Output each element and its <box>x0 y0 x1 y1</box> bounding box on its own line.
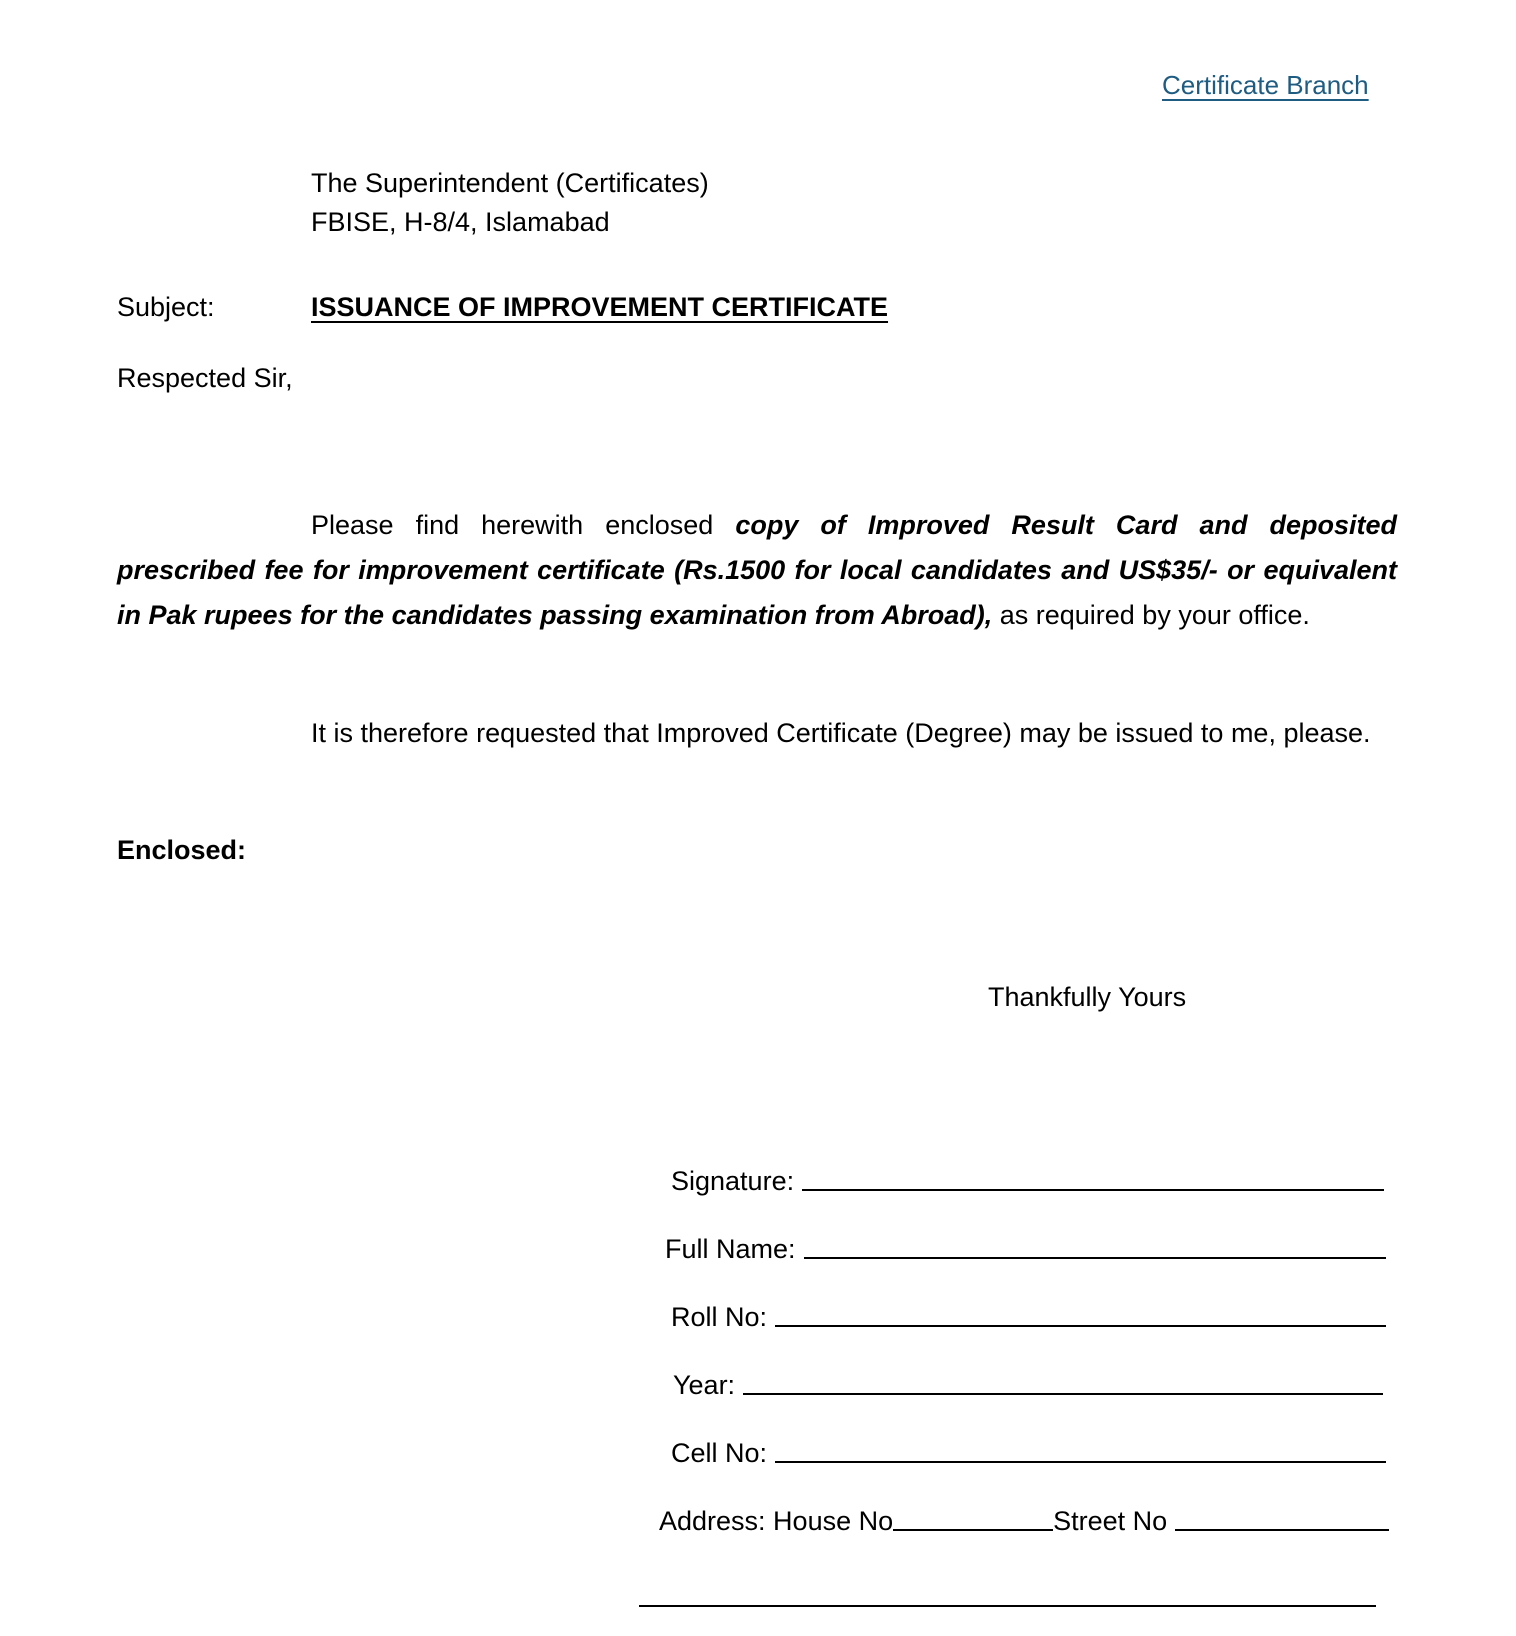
closing: Thankfully Yours <box>988 982 1187 1012</box>
house-no-label: Address: House No <box>659 1506 894 1536</box>
enclosed-label: Enclosed: <box>117 835 247 865</box>
body-paragraph-1 <box>117 503 1397 638</box>
year-label: Year: <box>673 1370 736 1400</box>
cell-no-line[interactable] <box>775 1461 1386 1463</box>
signature-line[interactable] <box>802 1189 1384 1191</box>
cell-no-field[interactable] <box>671 1438 1386 1469</box>
body-paragraph-2: It is therefore requested that Improved Certificate (Degree) may be issued to me, please. <box>311 718 1371 748</box>
roll-no-field[interactable] <box>671 1302 1386 1333</box>
full-name-label: Full Name: <box>665 1234 796 1264</box>
full-name-field[interactable] <box>665 1234 1386 1265</box>
year-line[interactable] <box>743 1393 1383 1395</box>
subject-title: ISSUANCE OF IMPROVEMENT CERTIFICATE <box>311 292 889 322</box>
salutation: Respected Sir, <box>117 363 293 393</box>
signature-label: Signature: <box>671 1166 795 1196</box>
year-field[interactable] <box>673 1370 1383 1401</box>
roll-no-line[interactable] <box>775 1325 1386 1327</box>
street-no-line[interactable] <box>1175 1529 1389 1531</box>
cell-no-label: Cell No: <box>671 1438 768 1468</box>
addressee-line-2: FBISE, H-8/4, Islamabad <box>311 207 610 237</box>
street-no-label: Street No <box>1053 1506 1168 1536</box>
address-continuation-line[interactable] <box>639 1605 1376 1607</box>
p1-emphasis: copy of Improved Result Card and deposited prescribed fee for improvement certificate (Rs.1500 for local candidates and US$35/- or equivalent in Pak rupees for the candidates passing examination from Abroad), <box>117 510 1397 630</box>
full-name-line[interactable] <box>804 1257 1386 1259</box>
roll-no-label: Roll No: <box>671 1302 768 1332</box>
house-no-line[interactable] <box>893 1529 1053 1531</box>
p1-end: as required by your office. <box>999 600 1310 630</box>
signature-field[interactable] <box>671 1166 1384 1197</box>
addressee-line-1: The Superintendent (Certificates) <box>311 168 709 198</box>
p1-intro: Please find herewith enclosed <box>311 510 714 540</box>
certificate-branch-link[interactable]: Certificate Branch <box>1162 70 1369 100</box>
subject-label: Subject: <box>117 292 215 322</box>
address-field[interactable] <box>659 1506 1389 1537</box>
